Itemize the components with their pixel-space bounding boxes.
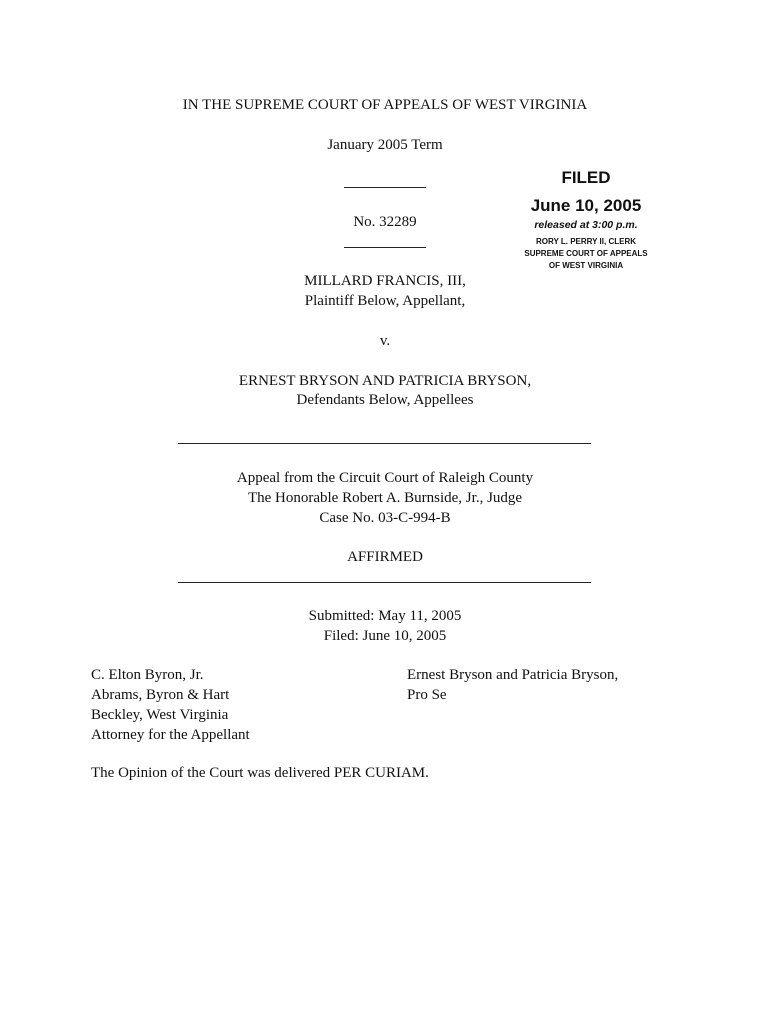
opinion-line: The Opinion of the Court was delivered PER CURIAM. bbox=[91, 765, 429, 781]
filed-date: June 10, 2005 bbox=[530, 196, 642, 215]
defendants-role: Defendants Below, Appellees bbox=[296, 392, 474, 408]
appellee-counsel-line: Pro Se bbox=[407, 687, 447, 703]
appellant-counsel-line: Abrams, Byron & Hart bbox=[91, 687, 230, 703]
plaintiff-name: MILLARD FRANCIS, III, bbox=[304, 273, 466, 289]
versus: v. bbox=[379, 333, 391, 349]
appeal-line-2: The Honorable Robert A. Burnside, Jr., Judge bbox=[247, 490, 523, 506]
appellant-counsel-line: Beckley, West Virginia bbox=[91, 707, 229, 723]
filed-date-line: Filed: June 10, 2005 bbox=[323, 628, 447, 644]
filed-title: FILED bbox=[561, 168, 611, 187]
filed-clerk-line3: OF WEST VIRGINIA bbox=[548, 261, 624, 270]
plaintiff-role: Plaintiff Below, Appellant, bbox=[304, 293, 466, 309]
appeal-line-3: Case No. 03-C-994-B bbox=[319, 510, 451, 526]
appellant-counsel-line: Attorney for the Appellant bbox=[91, 727, 250, 743]
filed-clerk-line1: RORY L. PERRY II, CLERK bbox=[535, 237, 636, 246]
separator-long-bottom bbox=[178, 582, 591, 583]
appellee-counsel bbox=[407, 665, 618, 705]
defendants-name: ERNEST BRYSON AND PATRICIA BRYSON, bbox=[238, 373, 532, 389]
filed-released: released at 3:00 p.m. bbox=[534, 219, 638, 231]
disposition: AFFIRMED bbox=[347, 549, 423, 565]
submitted-date: Submitted: May 11, 2005 bbox=[308, 608, 462, 624]
separator-long-top bbox=[178, 443, 591, 444]
filed-clerk-line2: SUPREME COURT OF APPEALS bbox=[524, 249, 648, 258]
appellant-counsel-line: C. Elton Byron, Jr. bbox=[91, 667, 204, 683]
court-heading: IN THE SUPREME COURT OF APPEALS OF WEST VIRGINIA bbox=[182, 97, 588, 113]
case-number: No. 32289 bbox=[353, 214, 417, 230]
separator-short-top bbox=[344, 187, 426, 188]
appellee-counsel-line: Ernest Bryson and Patricia Bryson, bbox=[407, 667, 619, 683]
term: January 2005 Term bbox=[327, 137, 443, 153]
appeal-line-1: Appeal from the Circuit Court of Raleigh County bbox=[236, 470, 534, 486]
separator-short-bottom bbox=[344, 247, 426, 248]
appellant-counsel bbox=[91, 665, 250, 745]
